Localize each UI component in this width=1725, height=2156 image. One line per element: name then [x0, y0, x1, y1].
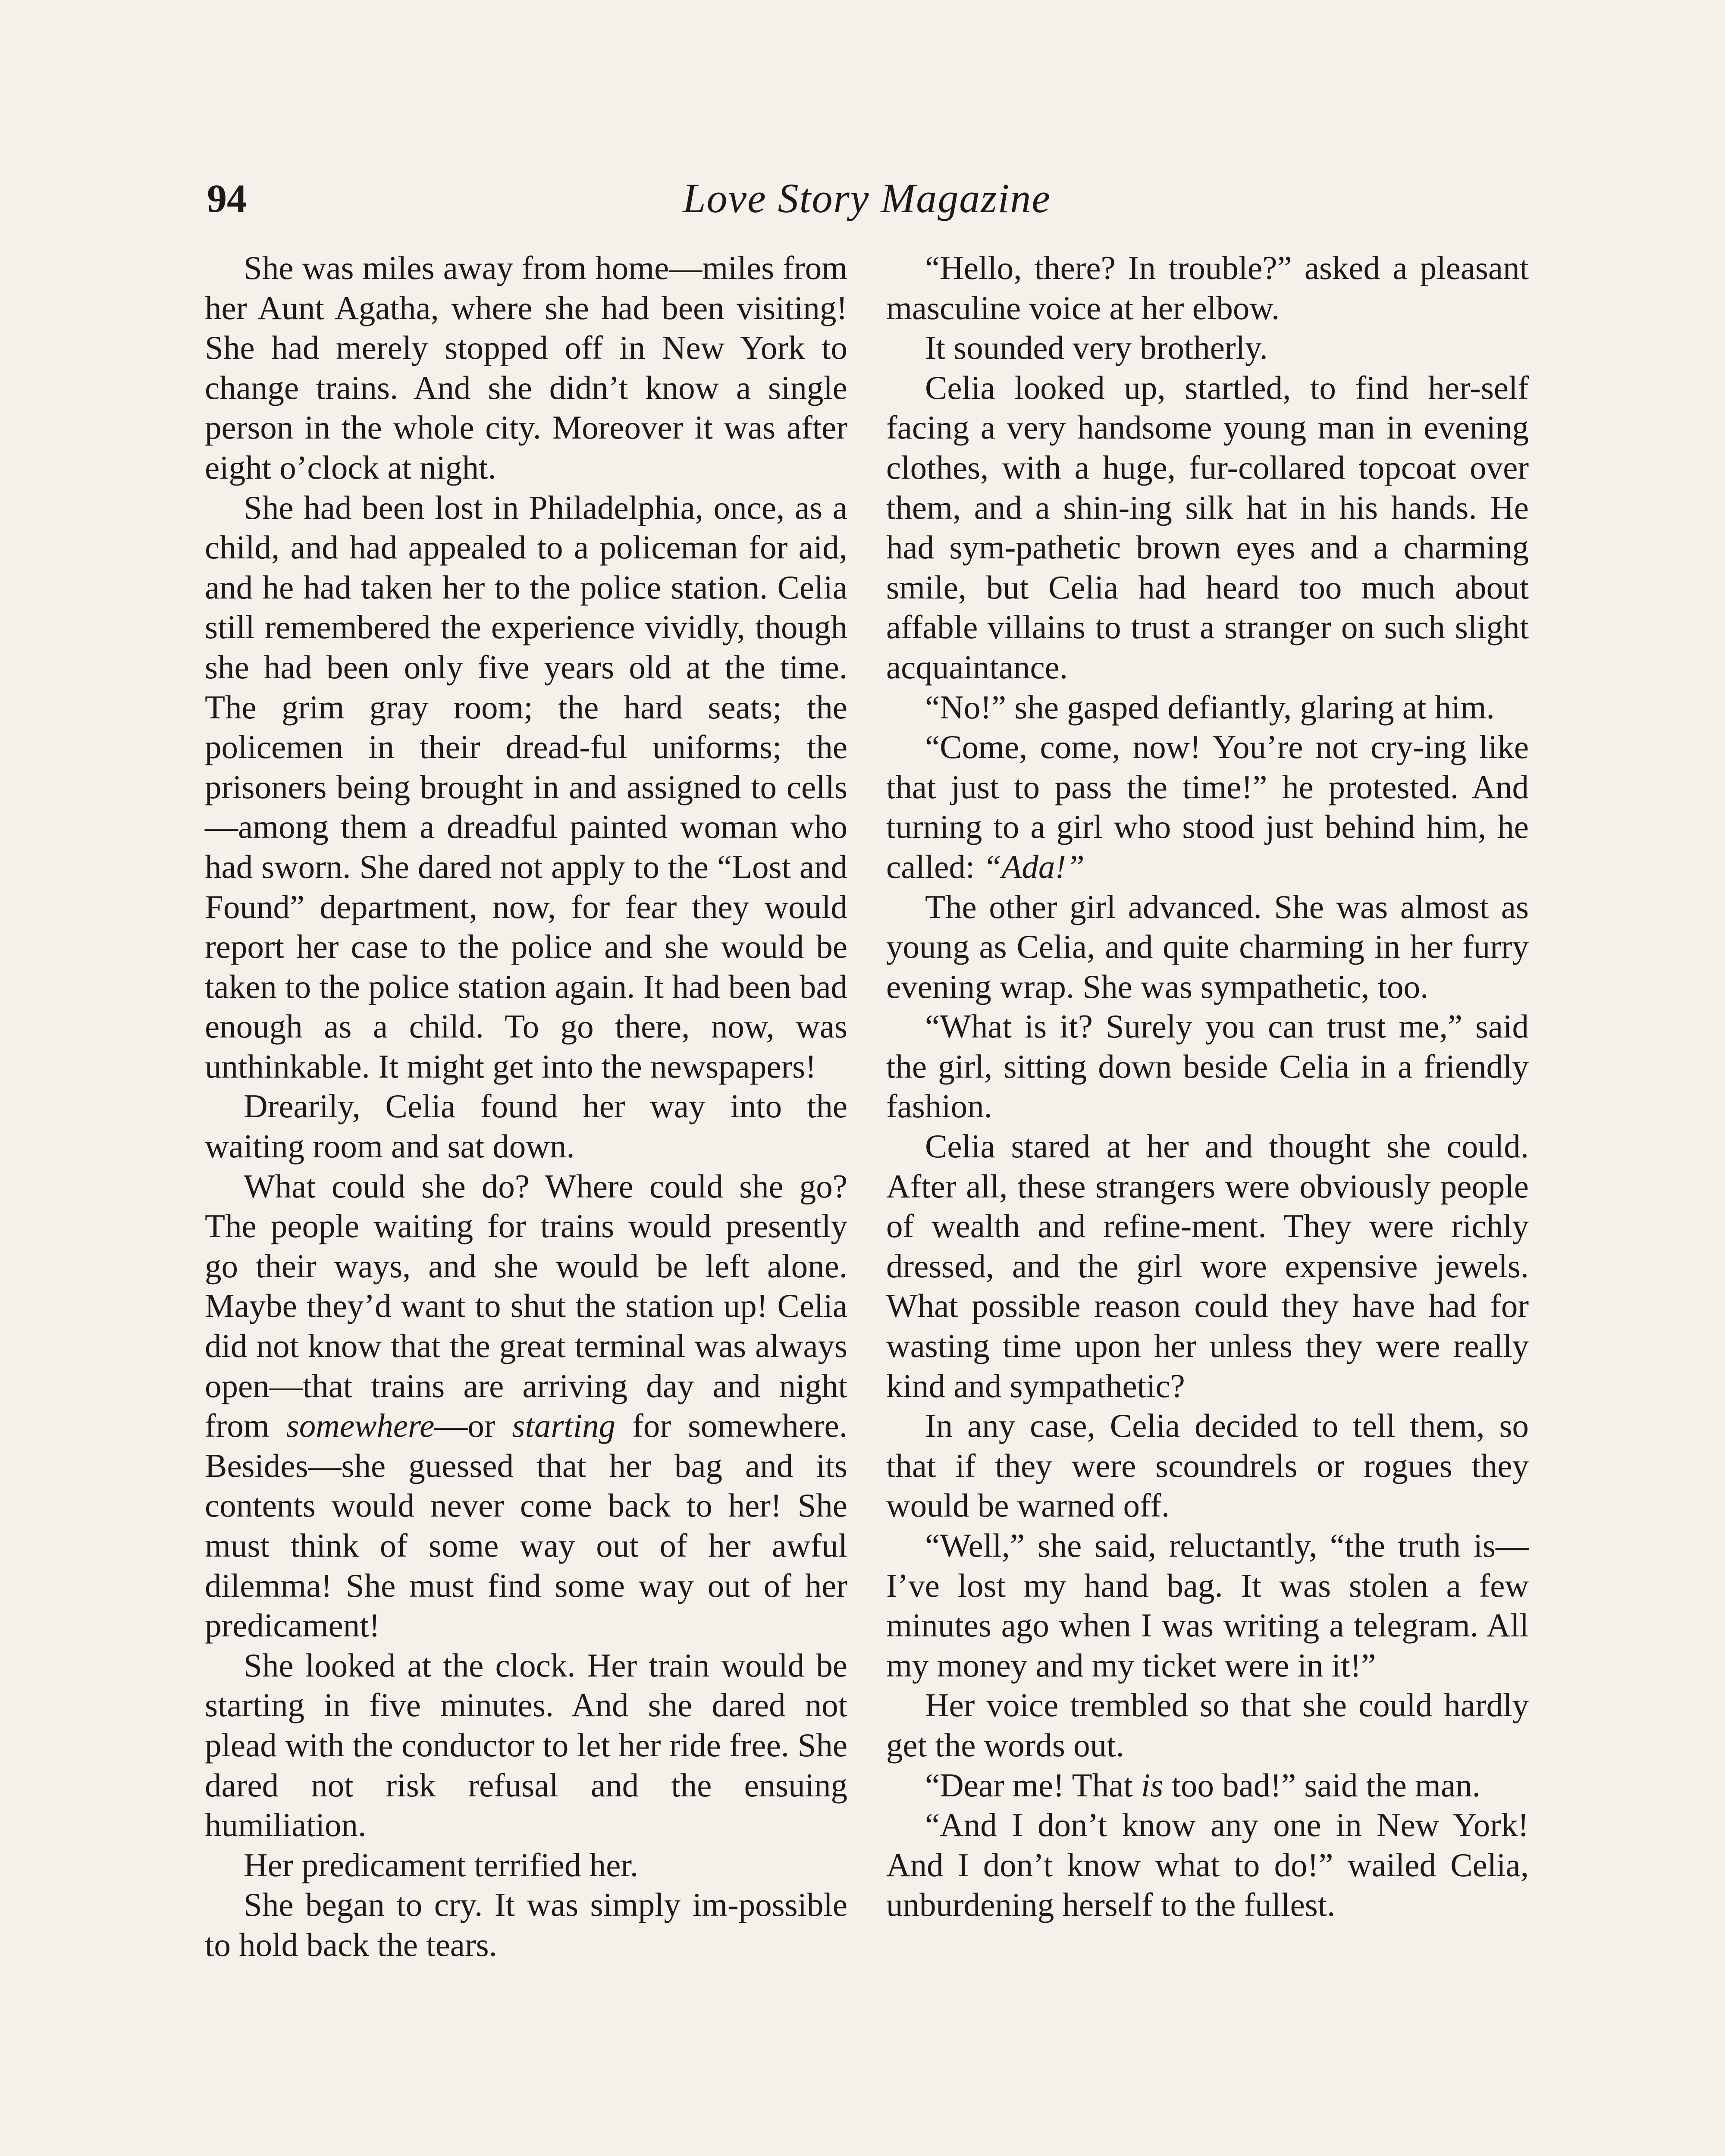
page-number: 94	[207, 176, 247, 220]
paragraph: Drearily, Celia found her way into the waiting room and sat down.	[205, 1087, 847, 1165]
paragraph: Her predicament terrified her.	[244, 1846, 638, 1883]
paragraph: The other girl advanced. She was almost as young as Celia, and quite charming in her furry evening wrap. She was sympathetic, too.	[886, 888, 1529, 1005]
paragraph: “And I don’t know any one in New York! And I don’t know what to do!” wailed Celia, unburdening herself to the fullest.	[886, 1806, 1529, 1924]
magazine-title: Love Story Magazine	[683, 175, 1051, 221]
right-column	[886, 248, 1529, 1925]
paragraph: She had been lost in Philadelphia, once, as a child, and had appealed to a policeman for aid, and he had taken her to the police station. Celia still remembered the experience vividly, though she had been only five years old at the time. The grim gray room; the hard seats; the policemen in their dread-ful uniforms; the prisoners being brought in and assigned to cells—among them a dreadful painted woman who had sworn. She dared not apply to the “Lost and Found” department, now, for fear they would report her case to the police and she would be taken to the police station again. It had been bad enough as a child. To go there, now, was unthinkable. It might get into the newspapers!	[205, 489, 847, 1085]
emphasis: somewhere	[286, 1407, 435, 1445]
article-body	[205, 248, 1529, 2156]
paragraph: “What is it? Surely you can trust me,” said the girl, sitting down beside Celia in a friendly fashion.	[886, 1008, 1529, 1125]
paragraph: It sounded very brotherly.	[925, 329, 1268, 367]
paragraph: In any case, Celia decided to tell them, so that if they were scoundrels or rogues they would be warned off.	[886, 1407, 1529, 1524]
emphasis: starting	[512, 1407, 616, 1445]
paragraph: She began to cry. It was simply im-possible to hold back the tears.	[205, 1886, 847, 1963]
paragraph: Her voice trembled so that she could hardly get the words out.	[886, 1686, 1529, 1764]
paragraph: Celia looked up, startled, to find her-self facing a very handsome young man in evening clothes, with a huge, fur-collared topcoat over them, and a shin-ing silk hat in his hands. He had sym-pathetic brown eyes and a charming smile, but Celia had heard too much about affable villains to trust a stranger on such slight acquaintance.	[886, 369, 1529, 686]
paragraph: What could she do? Where could she go? The people waiting for trains would presently go their ways, and she would be left alone. Maybe they’d want to shut the station up! Celia did not know that the great terminal was always open—that trains are arriving day and night from somewhere—or starting for somewhere. Besides—she guessed that her bag and its contents would never come back to her! She must think of some way out of her awful dilemma! She must find some way out of her predicament!	[205, 1167, 847, 1644]
paragraph: Celia stared at her and thought she could. After all, these strangers were obviously people of wealth and refine-ment. They were richly dressed, and the girl wore expensive jewels. What possible reason could they have had for wasting time upon her unless they were really kind and sympathetic?	[886, 1128, 1529, 1404]
paragraph: “Well,” she said, reluctantly, “the truth is—I’ve lost my hand bag. It was stolen a few minutes ago when I was writing a telegram. All my money and my ticket were in it!”	[886, 1527, 1529, 1684]
emphasis: is	[1141, 1766, 1164, 1804]
page-header	[207, 170, 1527, 226]
paragraph: “Come, come, now! You’re not cry-ing like that just to pass the time!” he protested. And turning to a girl who stood just behind him, he called: “Ada!”	[886, 728, 1529, 885]
paragraph: “No!” she gasped defiantly, glaring at him.	[925, 688, 1495, 726]
paragraph: “Hello, there? In trouble?” asked a pleasant masculine voice at her elbow.	[886, 249, 1529, 326]
paragraph: She was miles away from home—miles from her Aunt Agatha, where she had been visiting! She had merely stopped off in New York to change trains. And she didn’t know a single person in the whole city. Moreover it was after eight o’clock at night.	[205, 249, 847, 486]
emphasis: “Ada!”	[983, 848, 1085, 885]
paragraph: She looked at the clock. Her train would be starting in five minutes. And she dared not plead with the conductor to let her ride free. She dared not risk refusal and the ensuing humiliation.	[205, 1646, 847, 1844]
left-column	[205, 248, 847, 1965]
paragraph: “Dear me! That is too bad!” said the man.	[925, 1766, 1480, 1804]
